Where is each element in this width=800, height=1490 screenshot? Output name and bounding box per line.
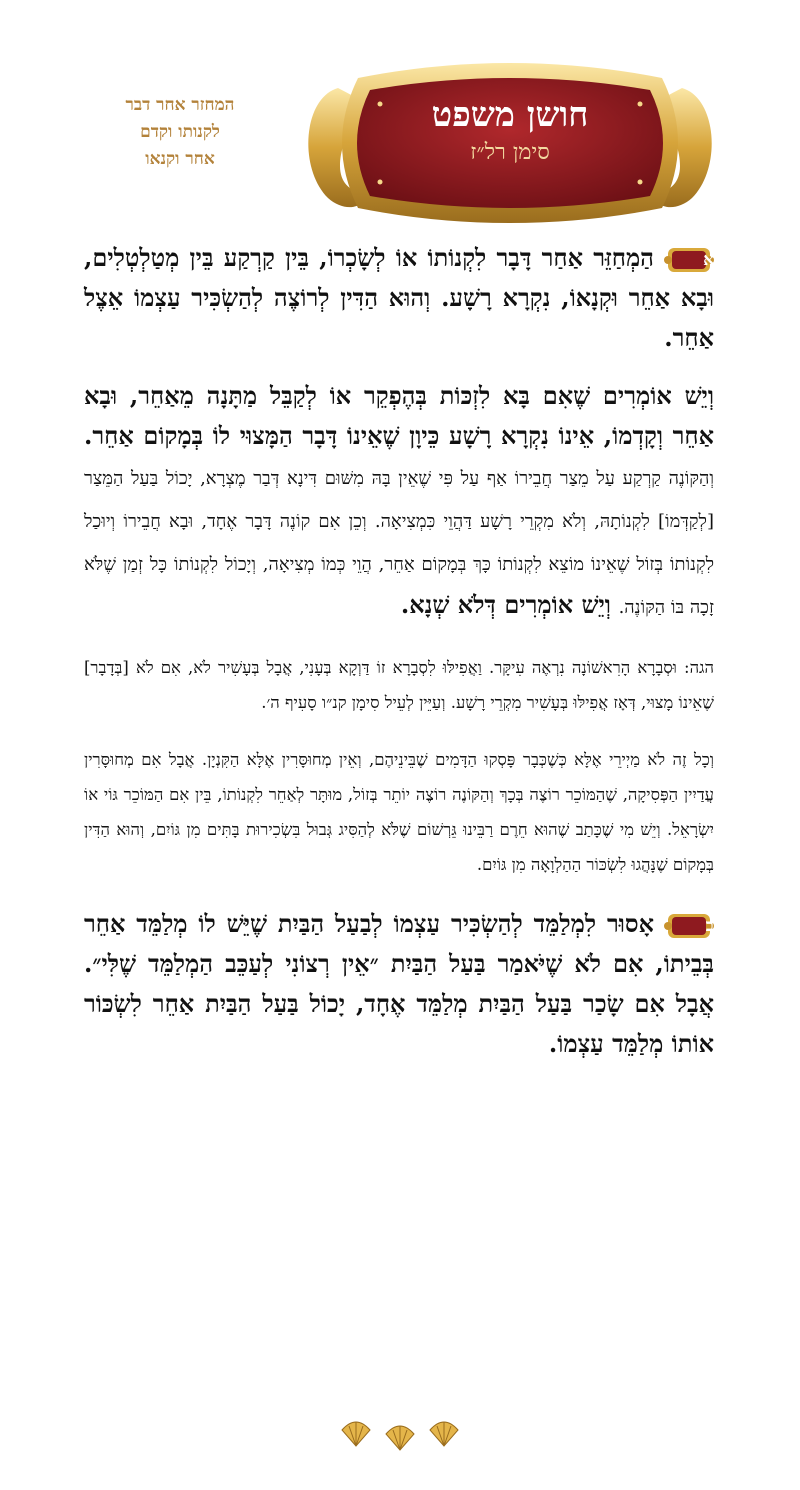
side-note-line-1: המחזר אחר דבר xyxy=(125,95,235,115)
spacer xyxy=(84,882,714,904)
spacer xyxy=(84,358,714,376)
banner-subtitle: סימן רל״ז xyxy=(470,140,550,165)
seif-2-badge xyxy=(664,912,714,940)
hagah-paragraph: הגה: וּסְבָרָא הָרִאשׁוֹנָה נִרְאֶה עִיקָּר. וַאֲפִילּוּ לִסְבָרָא זוֹ דַּוְקָא בְּעָנִי, אֲבָל בְּעָשִׁיר לֹא, אִם לֹא [בְּדָבָר] שֶׁאֵינוֹ מָצוּי, דְּאָז אֲפִילּוּ בְּעָשִׁיר מִקְרֵי רָשָׁע. וְעַיֵּין לְעֵיל סִימָן קנ״ו סָעִיף ה׳. xyxy=(84,658,714,712)
header xyxy=(0,0,800,230)
shell-icon xyxy=(428,1418,460,1448)
seif-1-normal-text: וְהַקּוֹנֶה קַרְקַע עַל מֵצַר חֲבֵירוֹ אַף עַל פִּי שֶׁאֵין בָּהּ מִשּׁוּם דִּינָא דְּבַר מֶצְרָא, יָכוֹל בַּעַל הַמֵּצַר [לְקַדְּמוֹ] לִקְנוֹתָהּ, וְלֹא מִקְרֵי רָשָׁע דַּהֲוֵי כִּמְצִיאָה. וְכֵן אִם קוֹנֶה דָּבָר אֶחָד, וּבָא חֲבֵירוֹ וְיוּכַל לִקְנוֹתוֹ בְּזוֹל שֶׁאֵינוֹ מוֹצֵא לִקְנוֹתוֹ כָּךְ בְּמָקוֹם אַחֵר, הֲוֵי כְּמוֹ מְצִיאָה, וְיָכוֹל לִקְנוֹתוֹ כָּל זְמַן שֶׁלֹּא זָכָה בּוֹ הַקּוֹנֶה. xyxy=(84,468,714,618)
main-content xyxy=(84,238,714,1064)
banner-title: חושן משפט xyxy=(431,95,589,135)
spacer xyxy=(84,720,714,742)
side-note xyxy=(80,92,280,173)
spacer xyxy=(84,628,714,650)
side-note-line-3: אחר וקנאו xyxy=(145,149,215,169)
seif-2-text: אָסוּר לִמְלַמֵּד לְהַשְׂכִּיר עַצְמוֹ לְבַעַל הַבַּיִת שֶׁיֵּשׁ לוֹ מְלַמֵּד אַחֵר בְּבֵיתוֹ, אִם לֹא שֶׁיֹּאמַר בַּעַל הַבַּיִת ״אֵין רְצוֹנִי לְעַכֵּב הַמְלַמֵּד שֶׁלִּי״. אֲבָל אִם שָׂכַר בַּעַל הַבַּיִת מְלַמֵּד אֶחָד, יָכוֹל בַּעַל הַבַּיִת אַחֵר לִשְׂכּוֹר אוֹתוֹ מְלַמֵּד עַצְמוֹ. xyxy=(84,909,714,1058)
side-note-line-2: לקנותו וקדם xyxy=(140,122,220,142)
seif-1-letter: א xyxy=(703,249,714,270)
shell-ornaments xyxy=(340,1418,460,1450)
seif-1-badge xyxy=(664,246,714,274)
vechol-paragraph: וְכָל זֶה לֹא מַיְירֵי אֶלָּא כְּשֶׁכְּבָר פָּסְקוּ הַדָּמִים שֶׁבֵּינֵיהֶם, וְאֵין מְחוּסָּרִין אֶלָּא הַקִּנְיָן. אֲבָל אִם מְחוּסָּרִין עֲדַיִין הַפְּסִיקָה, שֶׁהַמּוֹכֵר רוֹצֶה בְּכָךְ וְהַקּוֹנֶה רוֹצֶה יוֹתֵר בְּזוֹל, מוּתָּר לְאַחֵר לִקְנוֹתוֹ, בֵּין אִם הַמּוֹכֵר גּוֹי אוֹ יִשְׂרָאֵל. וְיֵשׁ מִי שֶׁכָּתַב שֶׁהוּא חֵרֶם רַבֵּינוּ גֵּרְשׁוֹם שֶׁלֹּא לְהַסִּיג גְּבוּל בִּשְׂכִירוּת בָּתִּים מִן גּוֹיִם, וְהוּא הַדִּין בְּמָקוֹם שֶׁנָּהֲגוּ לִשְׂכּוֹר הַהַלְוָאָה מִן גּוֹיִם. xyxy=(84,750,714,874)
seif-1-text: הַמְחַזֵּר אַחַר דָּבָר לִקְנוֹתוֹ אוֹ לְשָׂכְרוֹ, בֵּין קַרְקַע בֵּין מְטַלְטְלִים, וּבָא אַחֵר וּקְנָאוֹ, נִקְרָא רָשָׁע. וְהוּא הַדִּין לְרוֹצֶה לְהַשְׂכִּיר עַצְמוֹ אֵצֶל אַחֵר. xyxy=(84,243,714,352)
seif-1-continued xyxy=(84,376,714,628)
seif-1 xyxy=(84,238,714,358)
shell-icon xyxy=(340,1418,372,1448)
seif-2-letter: ב xyxy=(705,915,714,936)
seif-1-second-opinion: וְיֵשׁ אוֹמְרִים דְּלֹא שְׁנָא. xyxy=(400,590,611,619)
seif-2 xyxy=(84,904,714,1064)
shell-icon xyxy=(384,1422,416,1452)
seif-1-opinion: וְיֵשׁ אוֹמְרִים שֶׁאִם בָּא לִזְכּוֹת בְּהֶפְקֵר אוֹ לְקַבֵּל מַתָּנָה מֵאַחֵר, וּבָא אַחֵר וְקָדְמוֹ, אֵינוֹ נִקְרָא רָשָׁע כֵּיוָן שֶׁאֵינוֹ דָּבָר הַמָּצוּי לוֹ בְּמָקוֹם אַחֵר. xyxy=(84,381,714,450)
